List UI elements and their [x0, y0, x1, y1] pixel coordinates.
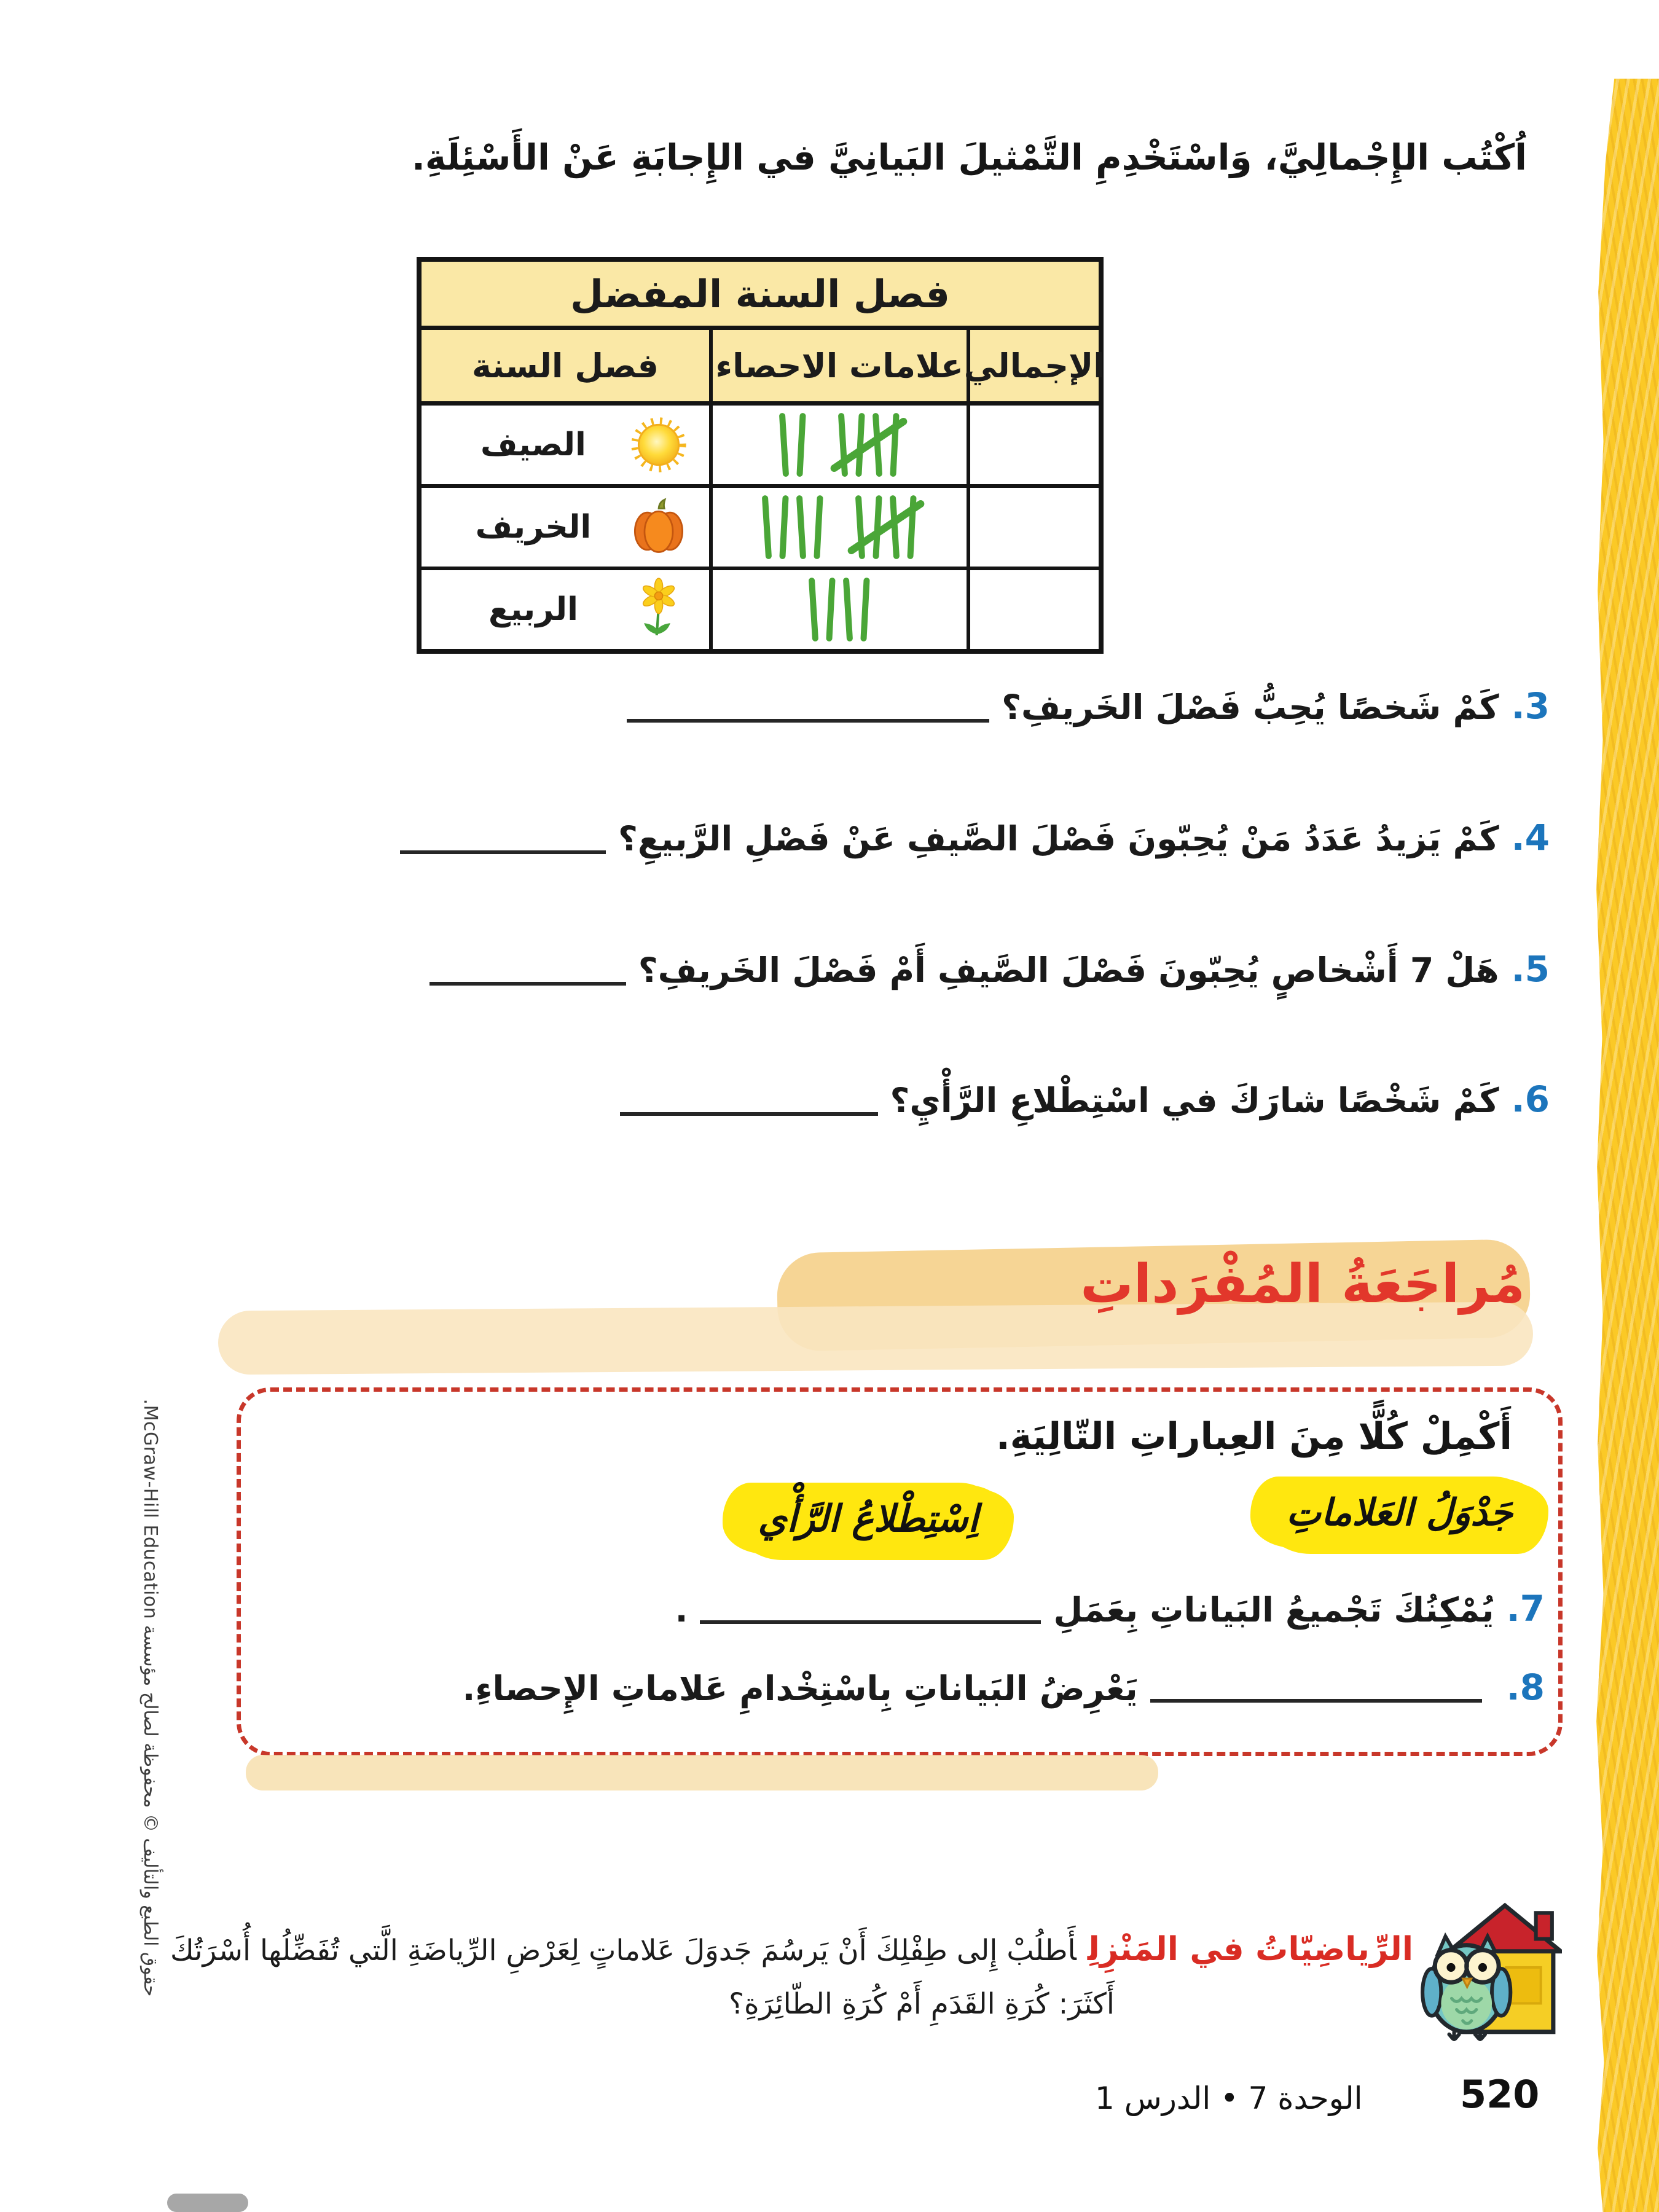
answer-blank[interactable]: [1150, 1692, 1482, 1703]
question-number: 7.: [1506, 1588, 1545, 1630]
header-cell-season: فصل السنة: [422, 330, 713, 401]
footer-lesson-label: الوحدة 7 • الدرس 1: [1095, 2081, 1363, 2116]
question-text: يُمْكِنُكَ تَجْميعُ البَياناتِ بِعَمَلِ: [1053, 1590, 1494, 1630]
fill-item-row-8: [462, 1668, 1545, 1708]
sun-icon: [629, 410, 688, 479]
question-row-3: [627, 687, 1550, 726]
total-cell[interactable]: [970, 570, 1099, 649]
owl-house-illustration: [1413, 1894, 1562, 2044]
math-at-home-paragraph: [170, 1931, 1413, 1968]
copyright-sidebar: حقوق الطبع والتأليف © محفوظة لصالح مؤسسة McGraw-Hill Education.: [139, 1398, 161, 1997]
season-label: الصيف: [480, 426, 586, 463]
total-cell[interactable]: [970, 406, 1099, 484]
question-row-6: [620, 1080, 1550, 1120]
question-text: .: [675, 1590, 688, 1630]
question-row-4: [400, 818, 1550, 858]
answer-blank[interactable]: [627, 712, 989, 723]
highlight-wash: [246, 1755, 1158, 1790]
answer-blank[interactable]: [429, 975, 626, 986]
question-number: 3.: [1511, 685, 1550, 727]
question-number: 4.: [1511, 817, 1550, 858]
yellow-edge-strip: [1595, 79, 1659, 2212]
question-text: يَعْرِضُ البَياناتِ بِاسْتِخْدامِ عَلاماتِ الإِحصاءِ.: [462, 1669, 1138, 1709]
math-at-home-text-line2: أَكثَرَ: كُرَةِ القَدَمِ أَمْ كُرَةِ الطّائِرَةِ؟: [729, 1987, 1115, 2021]
question-text: هَلْ 7 أَشْخاصٍ يُحِبّونَ فَصْلَ الصَّيفِ أَمْ فَصْلَ الخَريفِ؟: [638, 951, 1499, 990]
question-number: 8.: [1506, 1666, 1545, 1708]
answer-blank[interactable]: [400, 843, 606, 854]
math-at-home-label: الرِّياضِيّاتُ في المَنْزِلِ: [1087, 1931, 1413, 1968]
answer-blank[interactable]: [700, 1613, 1041, 1624]
question-text: كَمْ يَزيدُ عَدَدُ مَنْ يُحِبّونَ فَصْلَ الصَّيفِ عَنْ فَصْلِ الرَّبيعِ؟: [618, 819, 1499, 859]
header-cell-tally: علامات الاحصاء: [713, 330, 970, 401]
table-row-summer: [422, 406, 1099, 488]
answer-blank[interactable]: [620, 1105, 878, 1116]
table-row-autumn: [422, 488, 1099, 570]
table-row-spring: [422, 570, 1099, 649]
page-artifact-bar: [167, 2194, 248, 2212]
question-number: 5.: [1511, 948, 1550, 990]
pumpkin-icon: [629, 493, 688, 562]
tally-marks: [793, 578, 886, 641]
vocab-review-heading: مُراجَعَةُ المُفْرَداتِ: [1080, 1253, 1525, 1315]
header-cell-total: الإجمالي: [963, 346, 1105, 385]
tally-marks: [763, 413, 916, 477]
table-title: فصل السنة المفضل: [422, 262, 1099, 330]
question-number: 6.: [1511, 1078, 1550, 1120]
table-header-row: [422, 330, 1105, 406]
vocab-term-tally-chart: جَدْوَلُ العَلاماتِ: [1259, 1479, 1540, 1550]
question-text: كَمْ شَخْصًا شارَكَ في اسْتِطْلاعِ الرَّأْيِ؟: [890, 1081, 1499, 1121]
vocab-review-box: [237, 1387, 1563, 1756]
math-at-home-text: أَطلُبْ إِلى طِفْلِكَ أَنْ يَرسُمَ جَدوَلَ عَلاماتٍ لِعَرْضِ الرِّياضَةِ الَّتي تُفَضِّلُها أُسْرَتُكَ: [170, 1934, 1077, 1967]
season-tally-table: [417, 257, 1104, 654]
fill-item-row-7: [675, 1590, 1545, 1629]
question-row-5: [429, 950, 1550, 989]
tally-marks: [746, 495, 933, 559]
question-text: كَمْ شَخصًا يُحِبُّ فَصْلَ الخَريفِ؟: [1002, 688, 1499, 728]
vocab-instruction: أَكْمِلْ كُلًّا مِنَ العِباراتِ التّالِيَةِ.: [995, 1415, 1512, 1458]
total-cell[interactable]: [970, 488, 1099, 567]
season-label: الخريف: [475, 509, 592, 546]
instruction-text: اُكْتُب الإِجْمالِيَّ، وَاسْتَخْدِمِ التَّمْثيلَ البَيانِيَّ في الإِجابَةِ عَنْ الأَسْئِلَةِ.: [411, 136, 1527, 178]
vocab-term-survey: اِسْتِطْلاعُ الرَّأْي: [731, 1485, 1005, 1556]
page-number: 520: [1460, 2072, 1540, 2117]
season-label: الربيع: [488, 591, 578, 628]
flower-icon: [629, 575, 688, 644]
